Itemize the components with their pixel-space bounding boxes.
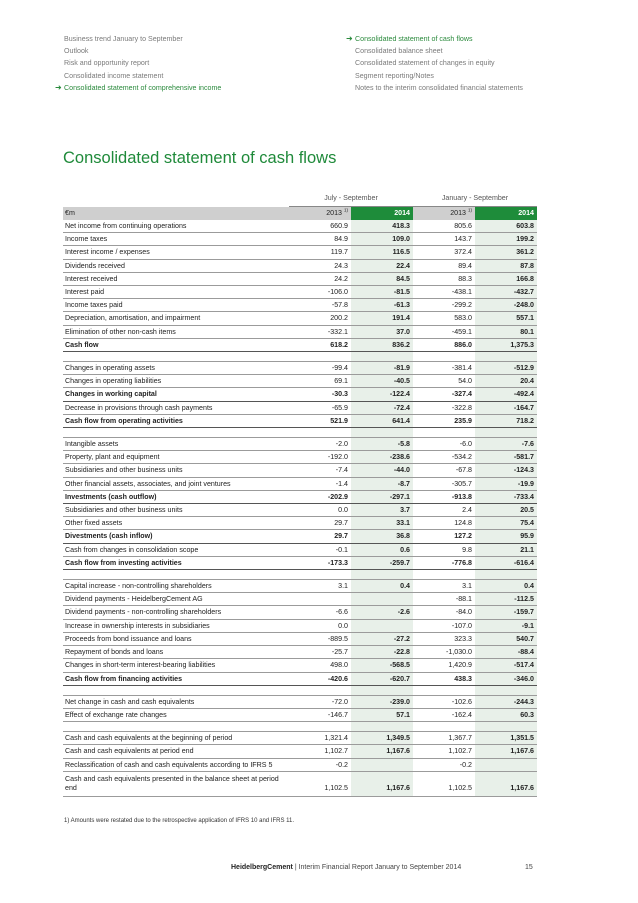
cell-value: 1,102.7 <box>413 745 475 758</box>
table-row <box>63 299 537 312</box>
nav-link[interactable]: Notes to the interim consolidated financial statements <box>355 83 523 92</box>
cell-value: 37.0 <box>351 325 413 338</box>
table-row <box>63 543 537 556</box>
table-row <box>63 375 537 388</box>
cell-value: -2.6 <box>351 606 413 619</box>
cell-value: -22.8 <box>351 646 413 659</box>
cell-value: -8.7 <box>351 477 413 490</box>
row-label: Cash flow from investing activities <box>63 556 289 569</box>
cell-value: -40.5 <box>351 375 413 388</box>
cell-value: -733.4 <box>475 490 537 503</box>
cell-value: -438.1 <box>413 286 475 299</box>
row-label: Cash and cash equivalents presented in the balance sheet at period end <box>63 771 289 796</box>
cell-value: 1,167.6 <box>351 771 413 796</box>
row-label: Elimination of other non-cash items <box>63 325 289 338</box>
cell-value <box>351 758 413 771</box>
row-label: Income taxes <box>63 233 289 246</box>
table-row <box>63 451 537 464</box>
table-row <box>63 477 537 490</box>
cell-value: -776.8 <box>413 556 475 569</box>
brand-name: HeidelbergCement <box>231 864 293 871</box>
cell-value: -81.5 <box>351 286 413 299</box>
cell-value: -1.4 <box>289 477 351 490</box>
cell-value: 84.5 <box>351 272 413 285</box>
row-label: Intangible assets <box>63 438 289 451</box>
table-row <box>63 401 537 414</box>
cell-value: 1,351.5 <box>475 732 537 745</box>
cell-value: -420.6 <box>289 672 351 685</box>
col-2014-ytd: 2014 <box>475 207 537 221</box>
subtotal-row <box>63 490 537 503</box>
cell-value: 1,167.6 <box>475 771 537 796</box>
row-label: Income taxes paid <box>63 299 289 312</box>
cell-value: -106.0 <box>289 286 351 299</box>
cell-value: -381.4 <box>413 362 475 375</box>
cell-value: 603.8 <box>475 220 537 233</box>
cell-value: 3.7 <box>351 504 413 517</box>
table-row <box>63 220 537 233</box>
cell-value: -248.0 <box>475 299 537 312</box>
table-row <box>63 259 537 272</box>
cell-value: 36.8 <box>351 530 413 543</box>
cell-value: 109.0 <box>351 233 413 246</box>
cell-value: 0.0 <box>289 619 351 632</box>
cell-value: -112.5 <box>475 593 537 606</box>
subtotal-row <box>63 338 537 351</box>
cell-value: -122.4 <box>351 388 413 401</box>
cell-value: 29.7 <box>289 517 351 530</box>
row-label: Increase in ownership interests in subsidiaries <box>63 619 289 632</box>
row-label: Decrease in provisions through cash payments <box>63 401 289 414</box>
cell-value: 84.9 <box>289 233 351 246</box>
nav-link[interactable]: Outlook <box>64 47 89 56</box>
cell-value: 95.9 <box>475 530 537 543</box>
row-label: Subsidiaries and other business units <box>63 464 289 477</box>
table-row <box>63 272 537 285</box>
cell-value: -305.7 <box>413 477 475 490</box>
nav-link[interactable]: Consolidated balance sheet <box>355 47 443 56</box>
nav-right <box>346 33 523 94</box>
unit-label: €m <box>63 207 289 221</box>
period-january-september: January - September <box>413 191 537 207</box>
cell-value: 583.0 <box>413 312 475 325</box>
cell-value: 1,167.6 <box>475 745 537 758</box>
cell-value: -146.7 <box>289 708 351 721</box>
cell-value: -616.4 <box>475 556 537 569</box>
cell-value: -99.4 <box>289 362 351 375</box>
table-row <box>63 632 537 645</box>
cell-value: -44.0 <box>351 464 413 477</box>
table-row <box>63 362 537 375</box>
cell-value: 1,420.9 <box>413 659 475 672</box>
spacer-row <box>63 428 537 438</box>
table-row <box>63 438 537 451</box>
row-label: Cash flow from financing activities <box>63 672 289 685</box>
cell-value <box>289 593 351 606</box>
table-row <box>63 246 537 259</box>
cell-value: 361.2 <box>475 246 537 259</box>
cell-value: 127.2 <box>413 530 475 543</box>
cell-value: -5.8 <box>351 438 413 451</box>
nav-link[interactable]: Segment reporting/Notes <box>355 71 434 80</box>
cell-value: -332.1 <box>289 325 351 338</box>
cell-value: -346.0 <box>475 672 537 685</box>
row-label: Repayment of bonds and loans <box>63 646 289 659</box>
cell-value: -7.6 <box>475 438 537 451</box>
cell-value: -27.2 <box>351 632 413 645</box>
cell-value: -164.7 <box>475 401 537 414</box>
table-row <box>63 312 537 325</box>
cell-value: 9.8 <box>413 543 475 556</box>
row-label: Effect of exchange rate changes <box>63 708 289 721</box>
cell-value: -0.2 <box>413 758 475 771</box>
spacer-row <box>63 570 537 580</box>
cell-value: 660.9 <box>289 220 351 233</box>
cell-value: -244.3 <box>475 695 537 708</box>
cell-value: 124.8 <box>413 517 475 530</box>
cell-value: 1,375.3 <box>475 338 537 351</box>
cell-value: 166.8 <box>475 272 537 285</box>
cell-value: -534.2 <box>413 451 475 464</box>
cell-value: -259.7 <box>351 556 413 569</box>
cell-value: 886.0 <box>413 338 475 351</box>
cell-value: 87.8 <box>475 259 537 272</box>
cell-value: -517.4 <box>475 659 537 672</box>
arrow-right-icon: ➜ <box>55 82 62 92</box>
cell-value: -239.0 <box>351 695 413 708</box>
cell-value: -581.7 <box>475 451 537 464</box>
cash-flow-table <box>63 191 537 797</box>
cell-value: 199.2 <box>475 233 537 246</box>
cell-value: -1,030.0 <box>413 646 475 659</box>
table-row <box>63 464 537 477</box>
column-header-row <box>63 207 537 221</box>
cell-value: 119.7 <box>289 246 351 259</box>
period-july-september: July - September <box>289 191 413 207</box>
subtotal-row <box>63 414 537 427</box>
nav-link[interactable]: Consolidated statement of changes in equity <box>355 59 495 68</box>
subtotal-row <box>63 672 537 685</box>
row-label: Changes in operating liabilities <box>63 375 289 388</box>
row-label: Interest received <box>63 272 289 285</box>
row-label: Dividend payments - HeidelbergCement AG <box>63 593 289 606</box>
row-label: Depreciation, amortisation, and impairment <box>63 312 289 325</box>
cell-value <box>475 758 537 771</box>
cell-value: -88.1 <box>413 593 475 606</box>
cell-value: 498.0 <box>289 659 351 672</box>
cell-value <box>351 619 413 632</box>
cell-value: 1,321.4 <box>289 732 351 745</box>
period-header-row <box>63 191 537 207</box>
cell-value: -72.4 <box>351 401 413 414</box>
cell-value: -299.2 <box>413 299 475 312</box>
cell-value: 641.4 <box>351 414 413 427</box>
table-row <box>63 619 537 632</box>
cell-value: 143.7 <box>413 233 475 246</box>
col-2013-q3: 2013 $^{1)}$ <box>289 207 351 221</box>
cell-value: 22.4 <box>351 259 413 272</box>
cell-value: -81.9 <box>351 362 413 375</box>
cell-value: -568.5 <box>351 659 413 672</box>
cell-value: -57.8 <box>289 299 351 312</box>
table-row <box>63 517 537 530</box>
cell-value: 24.3 <box>289 259 351 272</box>
page-number: 15 <box>525 864 533 871</box>
nav-link[interactable]: ➜ Consolidated statement of comprehensive income <box>64 82 221 94</box>
cell-value: 438.3 <box>413 672 475 685</box>
page-footer: HeidelbergCement | Interim Financial Report January to September 2014 <box>231 864 462 871</box>
table-row <box>63 695 537 708</box>
cell-value: 88.3 <box>413 272 475 285</box>
cell-value: -173.3 <box>289 556 351 569</box>
table-row <box>63 708 537 721</box>
row-label: Net income from continuing operations <box>63 220 289 233</box>
row-label: Other financial assets, associates, and joint ventures <box>63 477 289 490</box>
cell-value: 3.1 <box>413 580 475 593</box>
row-label: Cash and cash equivalents at the beginning of period <box>63 732 289 745</box>
cell-value: -19.9 <box>475 477 537 490</box>
row-label: Investments (cash outflow) <box>63 490 289 503</box>
cell-value: -67.8 <box>413 464 475 477</box>
cell-value: 69.1 <box>289 375 351 388</box>
cell-value: -65.9 <box>289 401 351 414</box>
table-row <box>63 580 537 593</box>
cell-value: 60.3 <box>475 708 537 721</box>
cell-value: 540.7 <box>475 632 537 645</box>
cell-value: 372.4 <box>413 246 475 259</box>
cell-value: -192.0 <box>289 451 351 464</box>
row-label: Changes in operating assets <box>63 362 289 375</box>
col-2013-ytd: 2013 $^{1)}$ <box>413 207 475 221</box>
cell-value: -322.8 <box>413 401 475 414</box>
cell-value: 33.1 <box>351 517 413 530</box>
nav-left <box>55 33 222 94</box>
cell-value: -30.3 <box>289 388 351 401</box>
cell-value: -620.7 <box>351 672 413 685</box>
cell-value: -327.4 <box>413 388 475 401</box>
row-label: Capital increase - non-controlling shareholders <box>63 580 289 593</box>
cell-value: 2.4 <box>413 504 475 517</box>
col-2014-q3: 2014 <box>351 207 413 221</box>
cell-value: 20.4 <box>475 375 537 388</box>
table-row <box>63 606 537 619</box>
cell-value: -72.0 <box>289 695 351 708</box>
page-title: Consolidated statement of cash flows <box>63 149 337 167</box>
cell-value: 805.6 <box>413 220 475 233</box>
table-row <box>63 771 537 796</box>
cell-value: -124.3 <box>475 464 537 477</box>
cell-value: 521.9 <box>289 414 351 427</box>
table-row <box>63 732 537 745</box>
cell-value: -297.1 <box>351 490 413 503</box>
cell-value: -889.5 <box>289 632 351 645</box>
row-label: Cash and cash equivalents at period end <box>63 745 289 758</box>
cell-value: -7.4 <box>289 464 351 477</box>
cell-value: 1,167.6 <box>351 745 413 758</box>
cell-value: -102.6 <box>413 695 475 708</box>
cell-value: 0.4 <box>475 580 537 593</box>
cell-value: -0.1 <box>289 543 351 556</box>
cell-value <box>351 593 413 606</box>
cell-value: 1,102.5 <box>289 771 351 796</box>
table-row <box>63 659 537 672</box>
cell-value: 3.1 <box>289 580 351 593</box>
cell-value: 235.9 <box>413 414 475 427</box>
cell-value: -0.2 <box>289 758 351 771</box>
row-label: Subsidiaries and other business units <box>63 504 289 517</box>
subtotal-row <box>63 556 537 569</box>
row-label: Dividends received <box>63 259 289 272</box>
table-row <box>63 286 537 299</box>
cell-value: 1,367.7 <box>413 732 475 745</box>
cell-value: -459.1 <box>413 325 475 338</box>
row-label: Changes in short-term interest-bearing liabilities <box>63 659 289 672</box>
cell-value: 1,102.5 <box>413 771 475 796</box>
nav-link[interactable]: Consolidated income statement <box>64 71 164 80</box>
cell-value: -2.0 <box>289 438 351 451</box>
cell-value: -238.6 <box>351 451 413 464</box>
table-row <box>63 758 537 771</box>
cell-value: 57.1 <box>351 708 413 721</box>
cell-value: 75.4 <box>475 517 537 530</box>
cell-value: 1,349.5 <box>351 732 413 745</box>
cell-value: 557.1 <box>475 312 537 325</box>
row-label: Interest paid <box>63 286 289 299</box>
row-label: Reclassification of cash and cash equivalents according to IFRS 5 <box>63 758 289 771</box>
cell-value: -9.1 <box>475 619 537 632</box>
cell-value: 80.1 <box>475 325 537 338</box>
cell-value: 54.0 <box>413 375 475 388</box>
cell-value: 29.7 <box>289 530 351 543</box>
row-label: Proceeds from bond issuance and loans <box>63 632 289 645</box>
row-label: Divestments (cash inflow) <box>63 530 289 543</box>
cell-value: 418.3 <box>351 220 413 233</box>
row-label: Other fixed assets <box>63 517 289 530</box>
arrow-right-icon: ➜ <box>346 34 353 43</box>
cell-value: 89.4 <box>413 259 475 272</box>
cell-value: 0.0 <box>289 504 351 517</box>
cell-value: 0.6 <box>351 543 413 556</box>
row-label: Property, plant and equipment <box>63 451 289 464</box>
cell-value: -512.9 <box>475 362 537 375</box>
row-label: Net change in cash and cash equivalents <box>63 695 289 708</box>
table-row <box>63 504 537 517</box>
cell-value: -84.0 <box>413 606 475 619</box>
cell-value: -432.7 <box>475 286 537 299</box>
cell-value: -913.8 <box>413 490 475 503</box>
cell-value: 20.5 <box>475 504 537 517</box>
table-row <box>63 233 537 246</box>
row-label: Interest income / expenses <box>63 246 289 259</box>
table-row <box>63 325 537 338</box>
cell-value: 323.3 <box>413 632 475 645</box>
cell-value: -107.0 <box>413 619 475 632</box>
nav-link-current[interactable]: ➜ Consolidated statement of cash flows <box>355 33 523 45</box>
cell-value: -202.9 <box>289 490 351 503</box>
cell-value: -492.4 <box>475 388 537 401</box>
cell-value: 191.4 <box>351 312 413 325</box>
cell-value: -6.6 <box>289 606 351 619</box>
subtotal-row <box>63 530 537 543</box>
cell-value: -61.3 <box>351 299 413 312</box>
row-label: Changes in working capital <box>63 388 289 401</box>
row-label: Cash from changes in consolidation scope <box>63 543 289 556</box>
footnote: 1) Amounts were restated due to the retrospective application of IFRS 10 and IFRS 11. <box>64 818 295 824</box>
cell-value: 116.5 <box>351 246 413 259</box>
spacer-row <box>63 685 537 695</box>
subtotal-row <box>63 388 537 401</box>
table-row <box>63 745 537 758</box>
cell-value: 618.2 <box>289 338 351 351</box>
report-title: Interim Financial Report January to September 2014 <box>298 864 462 871</box>
row-label: Cash flow <box>63 338 289 351</box>
row-label: Cash flow from operating activities <box>63 414 289 427</box>
cell-value: 24.2 <box>289 272 351 285</box>
cell-value: -6.0 <box>413 438 475 451</box>
cell-value: 718.2 <box>475 414 537 427</box>
cell-value: -25.7 <box>289 646 351 659</box>
nav-link[interactable]: Business trend January to September <box>64 35 183 43</box>
nav-link[interactable]: Risk and opportunity report <box>64 59 150 68</box>
cell-value: -159.7 <box>475 606 537 619</box>
cell-value: 0.4 <box>351 580 413 593</box>
cell-value: 21.1 <box>475 543 537 556</box>
cell-value: -88.4 <box>475 646 537 659</box>
cell-value: 200.2 <box>289 312 351 325</box>
table-row <box>63 593 537 606</box>
cell-value: -162.4 <box>413 708 475 721</box>
cell-value: 1,102.7 <box>289 745 351 758</box>
table-row <box>63 646 537 659</box>
cash-flow-body <box>63 220 537 796</box>
cell-value: 836.2 <box>351 338 413 351</box>
spacer-row <box>63 722 537 732</box>
row-label: Dividend payments - non-controlling shareholders <box>63 606 289 619</box>
spacer-row <box>63 352 537 362</box>
